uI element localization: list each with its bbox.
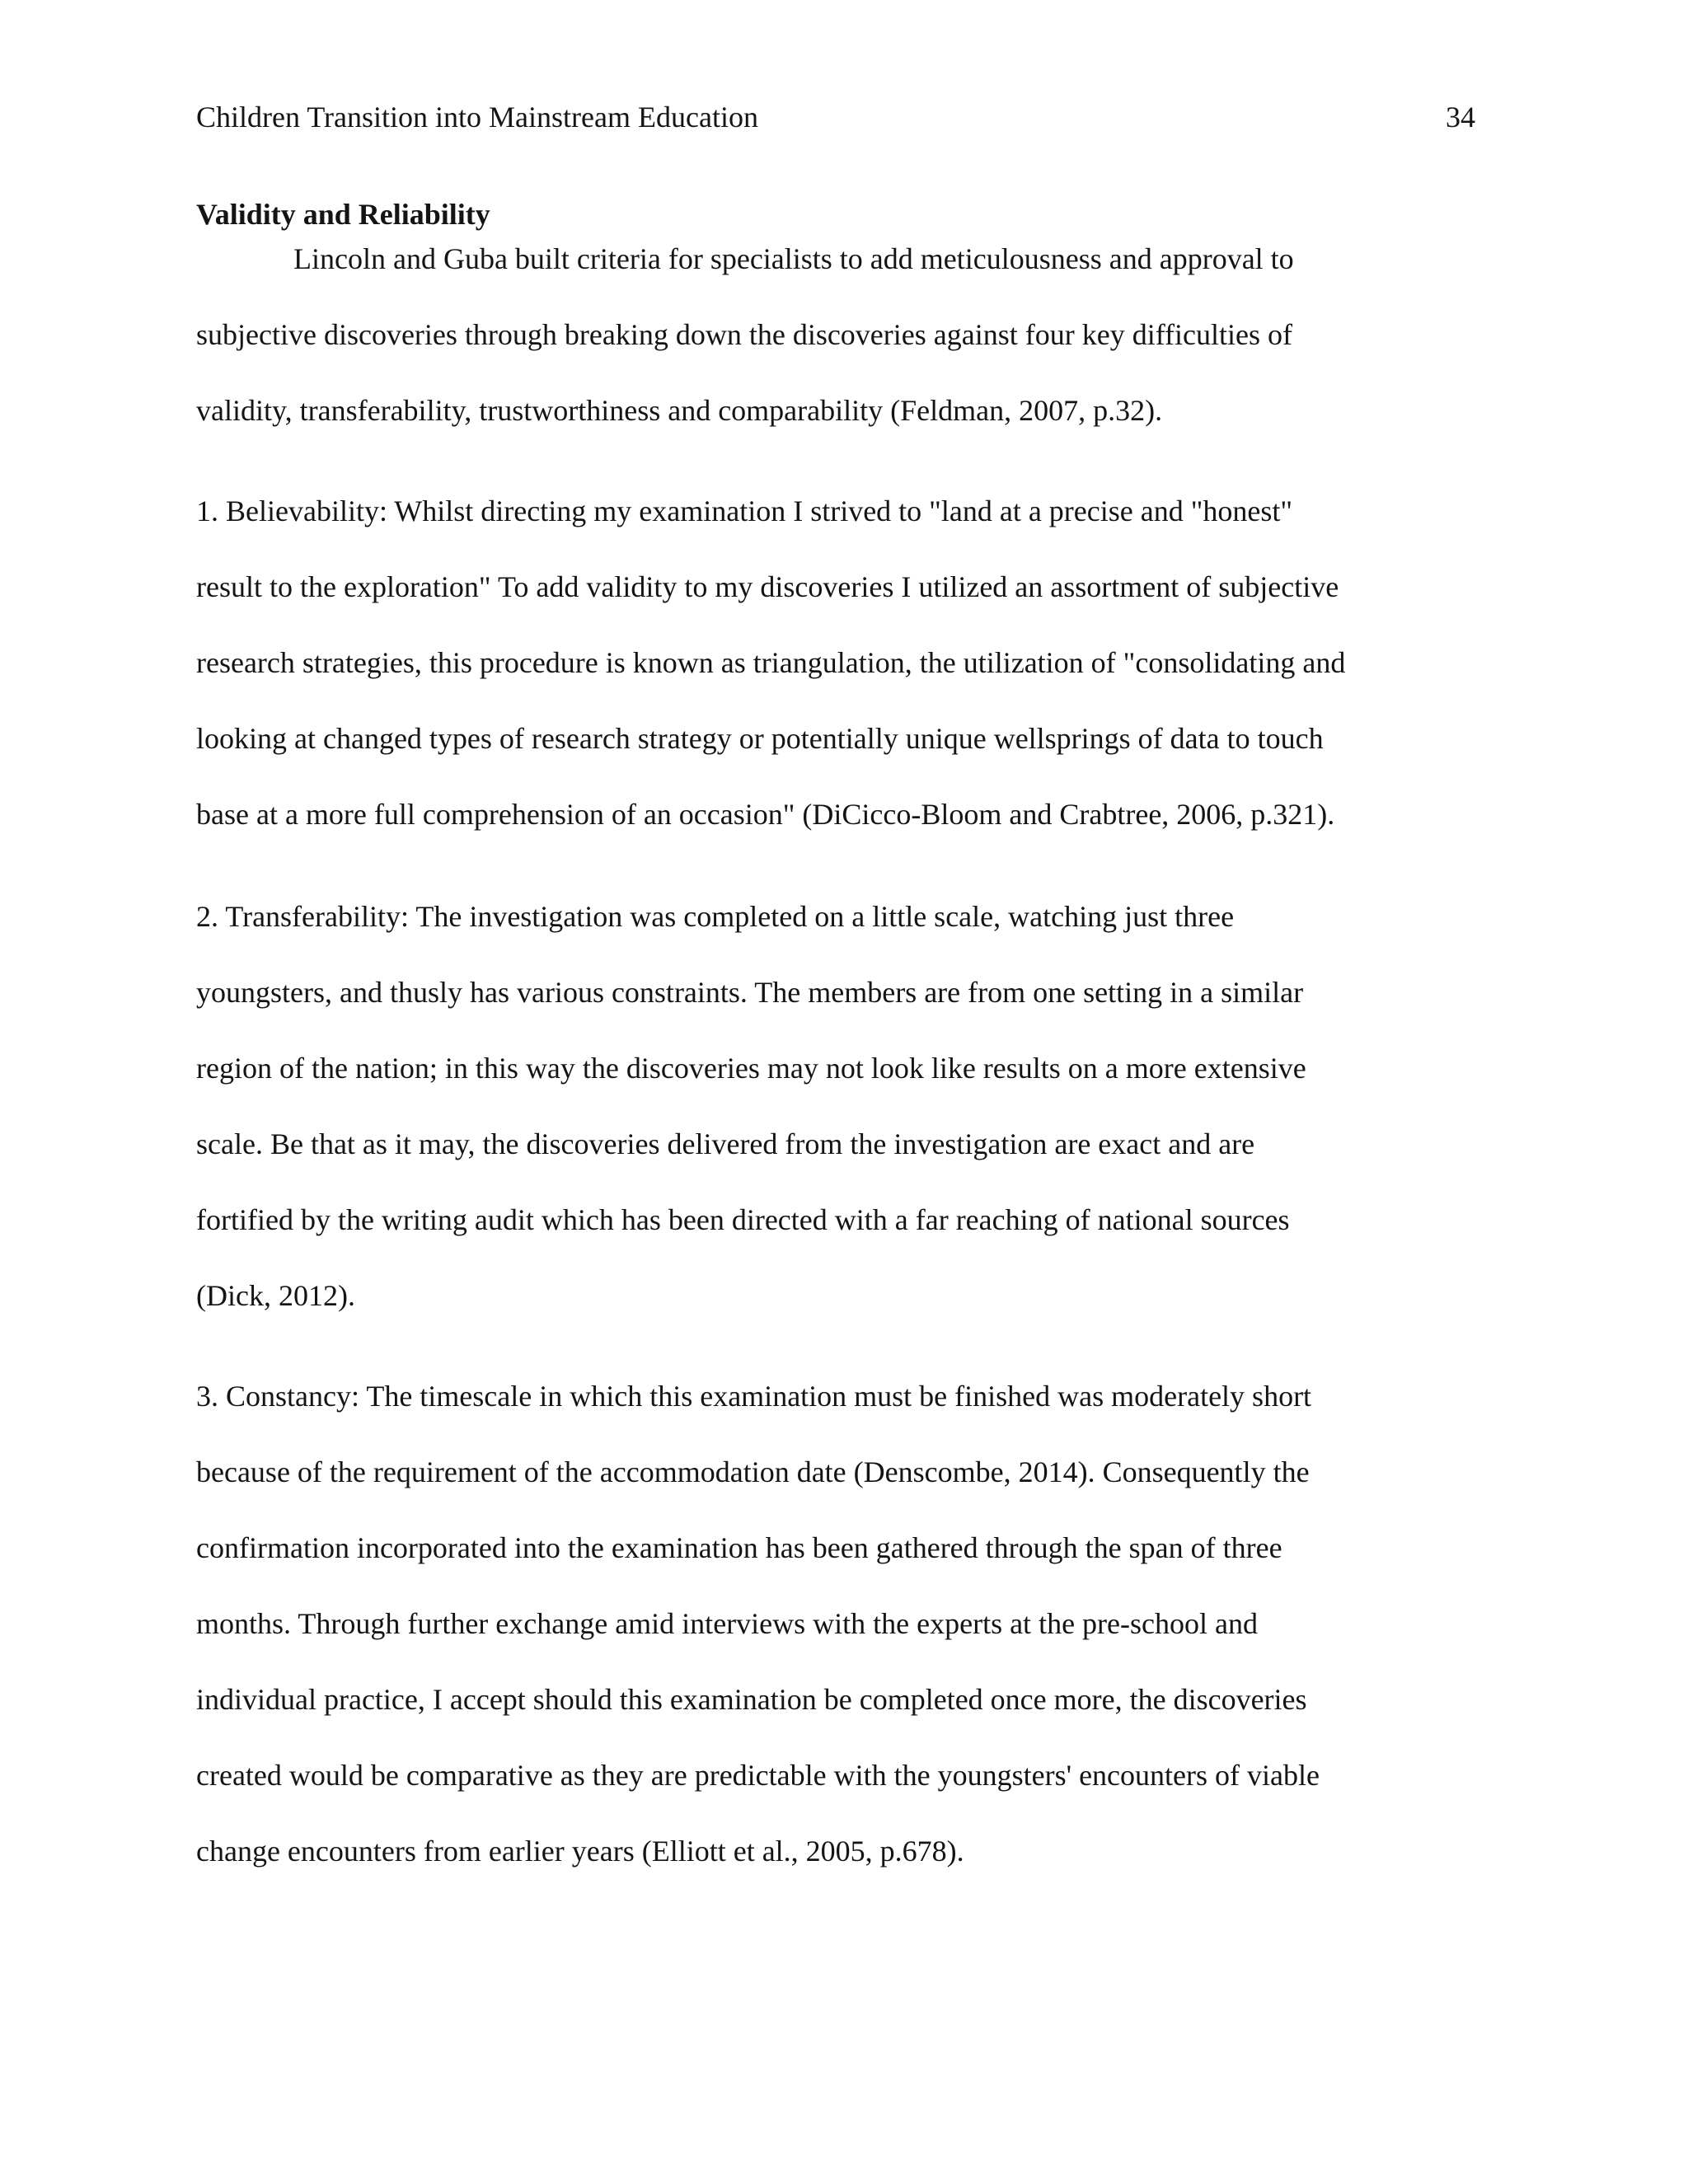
paragraph-line: because of the requirement of the accommodation date (Denscombe, 2014). Consequently the [196, 1455, 1310, 1488]
paragraph-line: 1. Believability: Whilst directing my examination I strived to "land at a precise and "honest" [196, 494, 1293, 527]
paragraph-line: validity, transferability, trustworthiness and comparability (Feldman, 2007, p.32). [196, 394, 1163, 427]
paragraph-line: fortified by the writing audit which has been directed with a far reaching of national sources [196, 1203, 1290, 1236]
paragraph-line: change encounters from earlier years (Elliott et al., 2005, p.678). [196, 1835, 964, 1868]
paragraph-line: created would be comparative as they are predictable with the youngsters' encounters of viable [196, 1759, 1320, 1792]
paragraph-line: confirmation incorporated into the examination has been gathered through the span of three [196, 1531, 1282, 1564]
running-head-title: Children Transition into Mainstream Education [196, 101, 758, 134]
paragraph-line: result to the exploration" To add validity to my discoveries I utilized an assortment of subjective [196, 570, 1339, 603]
paragraph-line: 2. Transferability: The investigation was completed on a little scale, watching just three [196, 900, 1235, 933]
paragraph-line: (Dick, 2012). [196, 1279, 355, 1312]
paragraph-line: scale. Be that as it may, the discoveries delivered from the investigation are exact and are [196, 1127, 1255, 1160]
paragraph-line: individual practice, I accept should this examination be completed once more, the discoveries [196, 1683, 1307, 1716]
paragraph-line: region of the nation; in this way the discoveries may not look like results on a more extensive [196, 1052, 1306, 1085]
paragraph-line: looking at changed types of research strategy or potentially unique wellsprings of data to touch [196, 722, 1324, 755]
running-head [196, 97, 1475, 137]
paragraph-line: 3. Constancy: The timescale in which this examination must be finished was moderately short [196, 1380, 1312, 1413]
paragraph-line: research strategies, this procedure is known as triangulation, the utilization of "consolidating and [196, 646, 1346, 679]
page-number: 34 [1446, 101, 1475, 134]
paragraph-line: months. Through further exchange amid interviews with the experts at the pre-school and [196, 1607, 1258, 1640]
paragraph-line: subjective discoveries through breaking down the discoveries against four key difficulties of [196, 318, 1292, 351]
paragraph-line: Lincoln and Guba built criteria for specialists to add meticulousness and approval to [293, 242, 1294, 275]
paragraph-line: youngsters, and thusly has various constraints. The members are from one setting in a similar [196, 976, 1304, 1009]
section-heading: Validity and Reliability [196, 198, 490, 231]
paragraph-line: base at a more full comprehension of an occasion" (DiCicco-Bloom and Crabtree, 2006, p.321). [196, 798, 1335, 831]
